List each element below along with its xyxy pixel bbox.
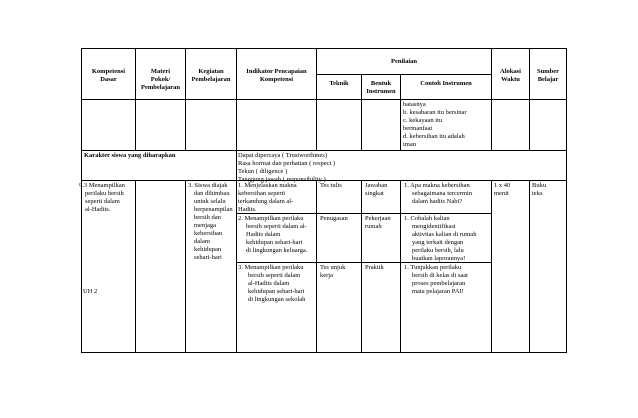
item-2-teknik: Penugasan <box>320 215 348 222</box>
grid-bottom <box>81 352 566 353</box>
grid-header-bottom <box>81 99 566 100</box>
grid-col-5b <box>361 180 362 353</box>
grid-col-7b <box>491 180 492 353</box>
item-3-bentuk: Praktik <box>365 264 384 271</box>
item-3-contoh: 1. Tunjukkan perilaku bersih di kelas di saat proses pembelajaran mata pelajaran PAI! <box>404 264 468 295</box>
item-3-teknik: Tes unjuk kerja <box>320 264 346 279</box>
sumber-cell: Buku teks <box>532 182 547 197</box>
grid-col-2 <box>185 48 186 151</box>
header-kompetensi-dasar: Kompetensi Dasar <box>91 68 126 83</box>
header-alokasi: Alokasi Waktu <box>500 68 521 83</box>
header-sumber: Sumber Belajar <box>536 68 560 83</box>
header-indikator: Indikator Pencapaian Kompetensi <box>246 68 307 83</box>
continuation-contoh: batasnya b. kesabaran itu bersinar c. kekayaan itu bermanfaat d. kebersihan itu adalah iman <box>403 101 467 148</box>
grid-col-2b <box>185 180 186 353</box>
header-teknik: Teknik <box>329 80 349 87</box>
item-3-indikator: 3. Menampilkan perilaku bersih seperti dalam al-Hadits dalam kehidupan sehari-hari di lingkungan sekolah <box>238 264 306 303</box>
item-2-contoh: 1. Cobalah kalian mengidentifikasi aktivitas kalian di rumah yang terkait dengan perilaku bersih, lalu buatkan laporannya! <box>404 215 477 262</box>
header-contoh: Contoh Instrumen <box>420 80 472 87</box>
item-1-teknik: Tes tulis <box>320 182 342 189</box>
item-1-bentuk: Jawaban singkat <box>365 182 388 197</box>
grid-penilaian-sub <box>316 74 491 75</box>
item-1-indikator: 1. Menjelaskan makna kebersihan seperti terkandung dalam al- Hadits. <box>238 182 297 213</box>
grid-col-9 <box>566 48 567 353</box>
kd-cell: 9.3 Menampilkan perilaku bersih seperti dalam al-Hadits. <box>79 182 125 213</box>
grid-col-4b <box>316 180 317 353</box>
item-2-bentuk: Pekerjaan rumah <box>365 215 391 230</box>
item-2-indikator: 2. Menampilkan perilaku bersih seperti dalam al- Hadits dalam kehidupan sehari-hari di lingkungan keluarga. <box>238 215 308 254</box>
karakter-value: Rasa hormat dan perhatian ( respect ) <box>238 160 336 167</box>
grid-col-8 <box>529 48 530 151</box>
grid-col-7 <box>491 48 492 151</box>
header-bentuk: Bentuk Instrumen <box>366 80 396 95</box>
header-kegiatan: Kegiatan Pembelajaran <box>191 68 231 83</box>
karakter-label: Karakter siswa yang diharapkan <box>84 152 176 159</box>
grid-col-8b <box>529 180 530 353</box>
kegiatan-cell: 3. Siswa diajak dan dihimbau untuk selalu berpenampilan bersih dan menjaga kebersihan dalam kehidupan sehari-hari <box>188 182 233 261</box>
grid-col-3 <box>236 48 237 353</box>
grid-col-6b <box>400 180 401 353</box>
header-penilaian: Penilaian <box>390 58 417 65</box>
grid-col-1 <box>135 48 136 151</box>
karakter-value: Tanggung jawab ( responsibility ) <box>238 176 326 183</box>
grid-col-1b <box>135 180 136 353</box>
grid-top <box>81 48 566 49</box>
header-materi: Materi Pokok/ Pembelajaran <box>141 68 180 91</box>
grid-continuation-bottom <box>81 150 566 151</box>
karakter-value: Tekun ( diligence ) <box>238 168 288 175</box>
item-1-contoh: 1. Apa makna kebersihan sebagaimana tercermin dalam hadits Nabi? <box>404 182 473 205</box>
alokasi-cell: 1 x 40 menit <box>494 182 511 197</box>
uh-label: UH 2 <box>83 288 98 295</box>
karakter-value: Dapat dipercaya ( Trustworthines) <box>238 152 327 159</box>
karakter-values <box>238 152 335 184</box>
